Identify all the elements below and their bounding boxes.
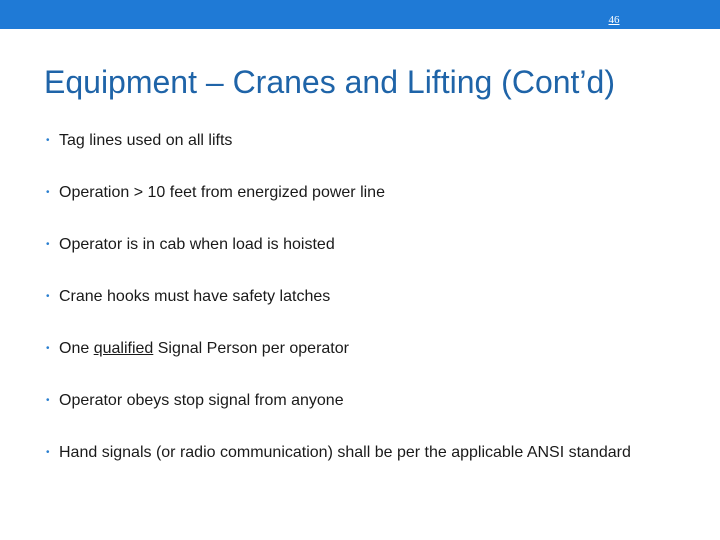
bullet-item [46,130,666,152]
bullet-text: Hand signals (or radio communication) shall be per the applicable ANSI standard [59,444,631,461]
underlined-term: qualified [93,340,154,357]
bullet-list [46,130,666,494]
bullet-icon: • [46,343,50,354]
slide-number: 46 [608,14,620,26]
bullet-icon: • [46,291,50,302]
header-bar [0,0,720,29]
bullet-text: Crane hooks must have safety latches [59,288,331,305]
bullet-text: Operator obeys stop signal from anyone [59,392,344,409]
slide-title: Equipment – Cranes and Lifting (Cont’d) [44,64,615,100]
bullet-item [46,338,666,360]
bullet-text: Tag lines used on all lifts [59,132,233,149]
bullet-item [46,442,666,464]
bullet-text-before: One [59,340,94,357]
bullet-icon: • [46,239,50,250]
bullet-item [46,182,666,204]
bullet-icon: • [46,187,50,198]
bullet-icon: • [46,395,50,406]
bullet-text: Operation > 10 feet from energized power line [59,184,385,201]
bullet-text: Operator is in cab when load is hoisted [59,236,335,253]
bullet-item [46,234,666,256]
bullet-icon: • [46,447,50,458]
bullet-item [46,286,666,308]
bullet-text-after: Signal Person per operator [153,340,349,357]
bullet-item [46,390,666,412]
bullet-icon: • [46,135,50,146]
